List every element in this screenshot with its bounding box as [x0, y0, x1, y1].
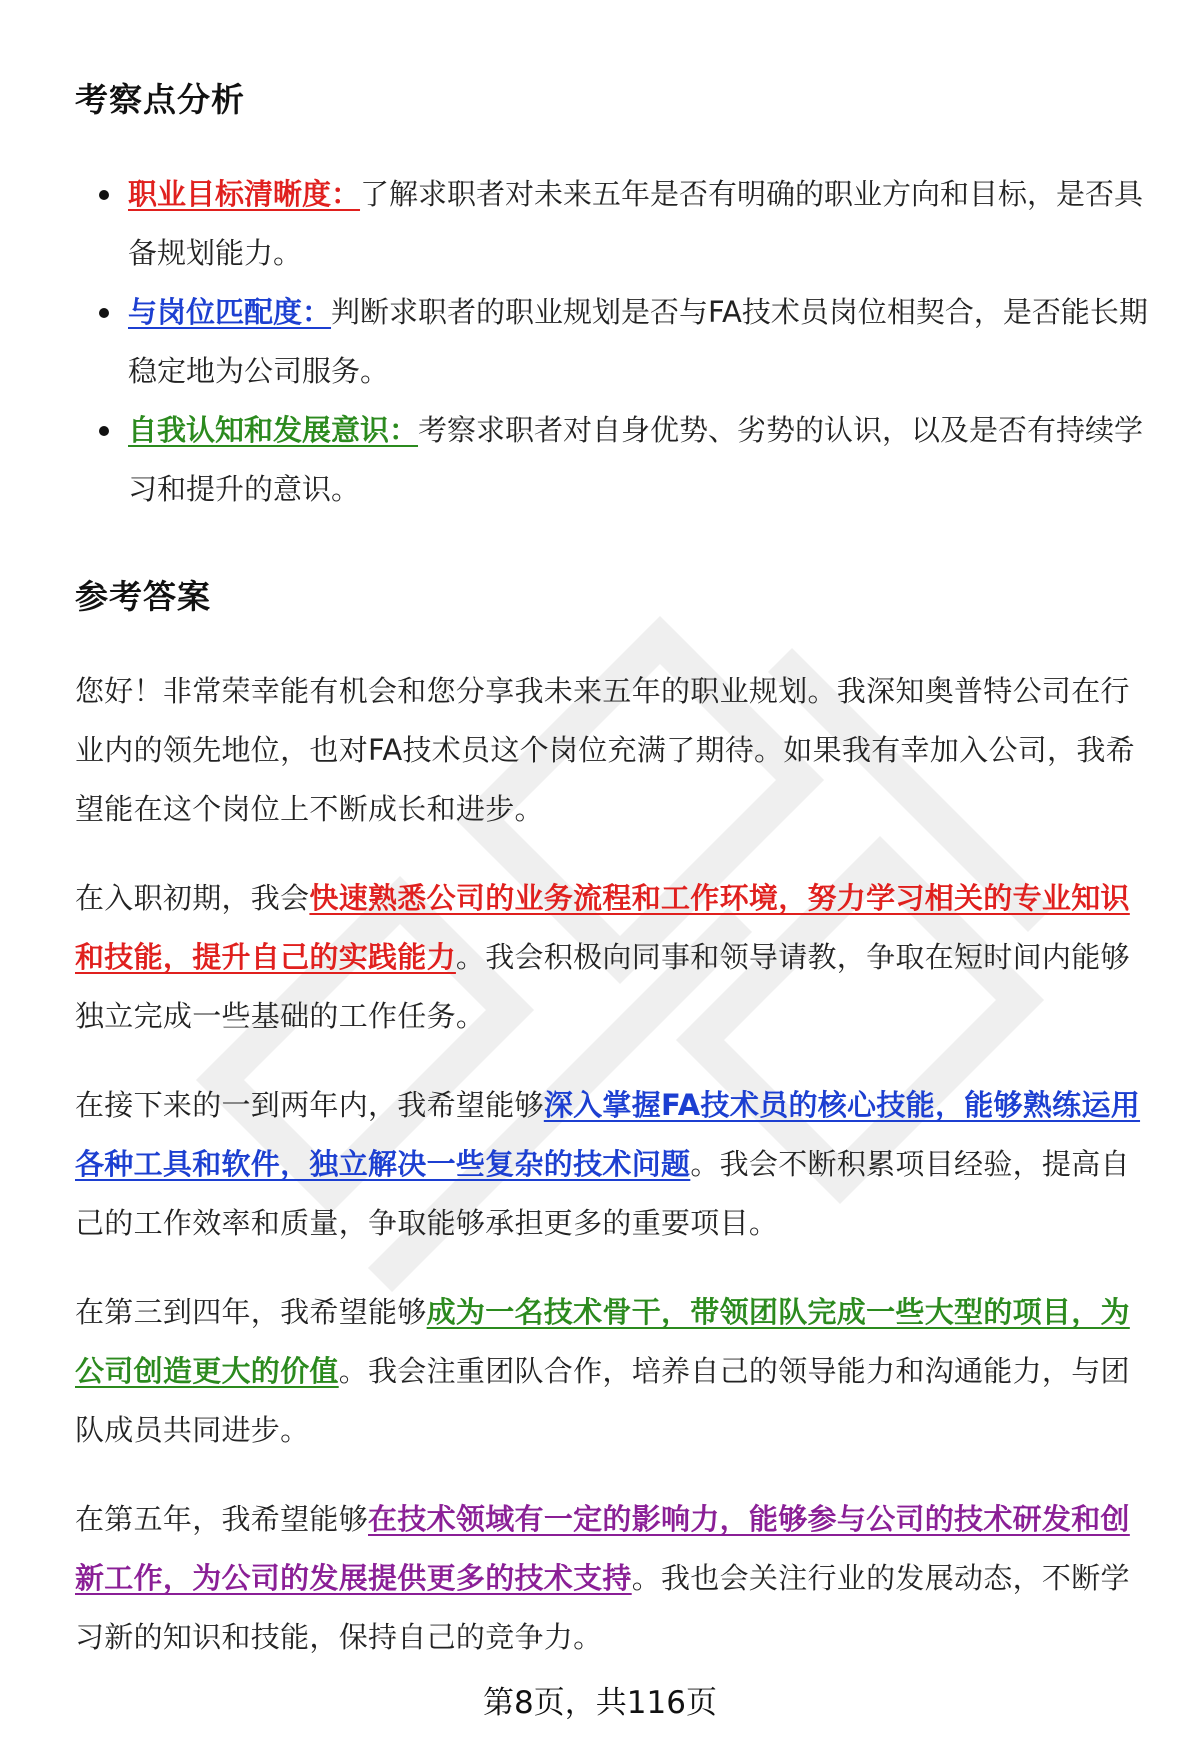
- point-term: 自我认知和发展意识：: [128, 413, 419, 447]
- highlight-text: 在技术领域有一定的影响力，能够参与公司的技术研发和创新工作，为公司的发展提供更多的技术支持: [75, 1502, 1130, 1595]
- bullet-icon: [99, 426, 109, 436]
- point-text: 判断求职者的职业规划是否与FA技术员岗位相契合，是否能长期稳定地为公司服务。: [128, 295, 1148, 388]
- paragraph-text: 。我会不断积累项目经验，提高自己的工作效率和质量，争取能够承担更多的重要项目。: [75, 1147, 1130, 1240]
- paragraph-text: 在第三到四年，我希望能够: [75, 1295, 427, 1329]
- point-text: 了解求职者对未来五年是否有明确的职业方向和目标，是否具备规划能力。: [128, 177, 1144, 270]
- point-text: 考察求职者对自身优势、劣势的认识，以及是否有持续学习和提升的意识。: [128, 413, 1144, 506]
- list-item: [75, 165, 1155, 283]
- point-term: 与岗位匹配度：: [128, 295, 332, 329]
- highlight-text: 深入掌握FA技术员的核心技能，能够熟练运用各种工具和软件，独立解决一些复杂的技术问题: [75, 1088, 1141, 1181]
- paragraph-text: 在接下来的一到两年内，我希望能够: [75, 1088, 544, 1122]
- highlight-text: 成为一名技术骨干，带领团队完成一些大型的项目，为公司创造更大的价值: [75, 1295, 1130, 1388]
- list-item: [75, 283, 1155, 401]
- paragraph-text: 。我会注重团队合作，培养自己的领导能力和沟通能力，与团队成员共同进步。: [75, 1354, 1130, 1447]
- paragraph: [75, 1283, 1155, 1460]
- section-title-analysis: 考察点分析: [75, 80, 245, 119]
- paragraph-text: 。我也会关注行业的发展动态，不断学习新的知识和技能，保持自己的竞争力。: [75, 1561, 1130, 1654]
- section-title-answer: 参考答案: [75, 577, 211, 616]
- list-item: [75, 401, 1155, 519]
- paragraph-text: 。我会积极向同事和领导请教，争取在短时间内能够独立完成一些基础的工作任务。: [75, 940, 1130, 1033]
- paragraph: [75, 1076, 1155, 1253]
- paragraph-text: 在第五年，我希望能够: [75, 1502, 369, 1536]
- answer-body: [75, 662, 1155, 1697]
- bullet-icon: [99, 308, 109, 318]
- highlight-text: 快速熟悉公司的业务流程和工作环境，努力学习相关的专业知识和技能，提升自己的实践能力: [75, 881, 1130, 974]
- analysis-point-list: [75, 165, 1155, 519]
- paragraph: [75, 869, 1155, 1046]
- page-number: 第8页，共116页: [483, 1685, 717, 1721]
- paragraph-text: 在入职初期，我会: [75, 881, 310, 915]
- point-term: 职业目标清晰度：: [128, 177, 361, 211]
- bullet-icon: [99, 190, 109, 200]
- paragraph-intro: 您好！非常荣幸能有机会和您分享我未来五年的职业规划。我深知奥普特公司在行业内的领先地位，也对FA技术员这个岗位充满了期待。如果我有幸加入公司，我希望能在这个岗位上不断成长和进步。: [75, 674, 1135, 826]
- paragraph: [75, 1490, 1155, 1667]
